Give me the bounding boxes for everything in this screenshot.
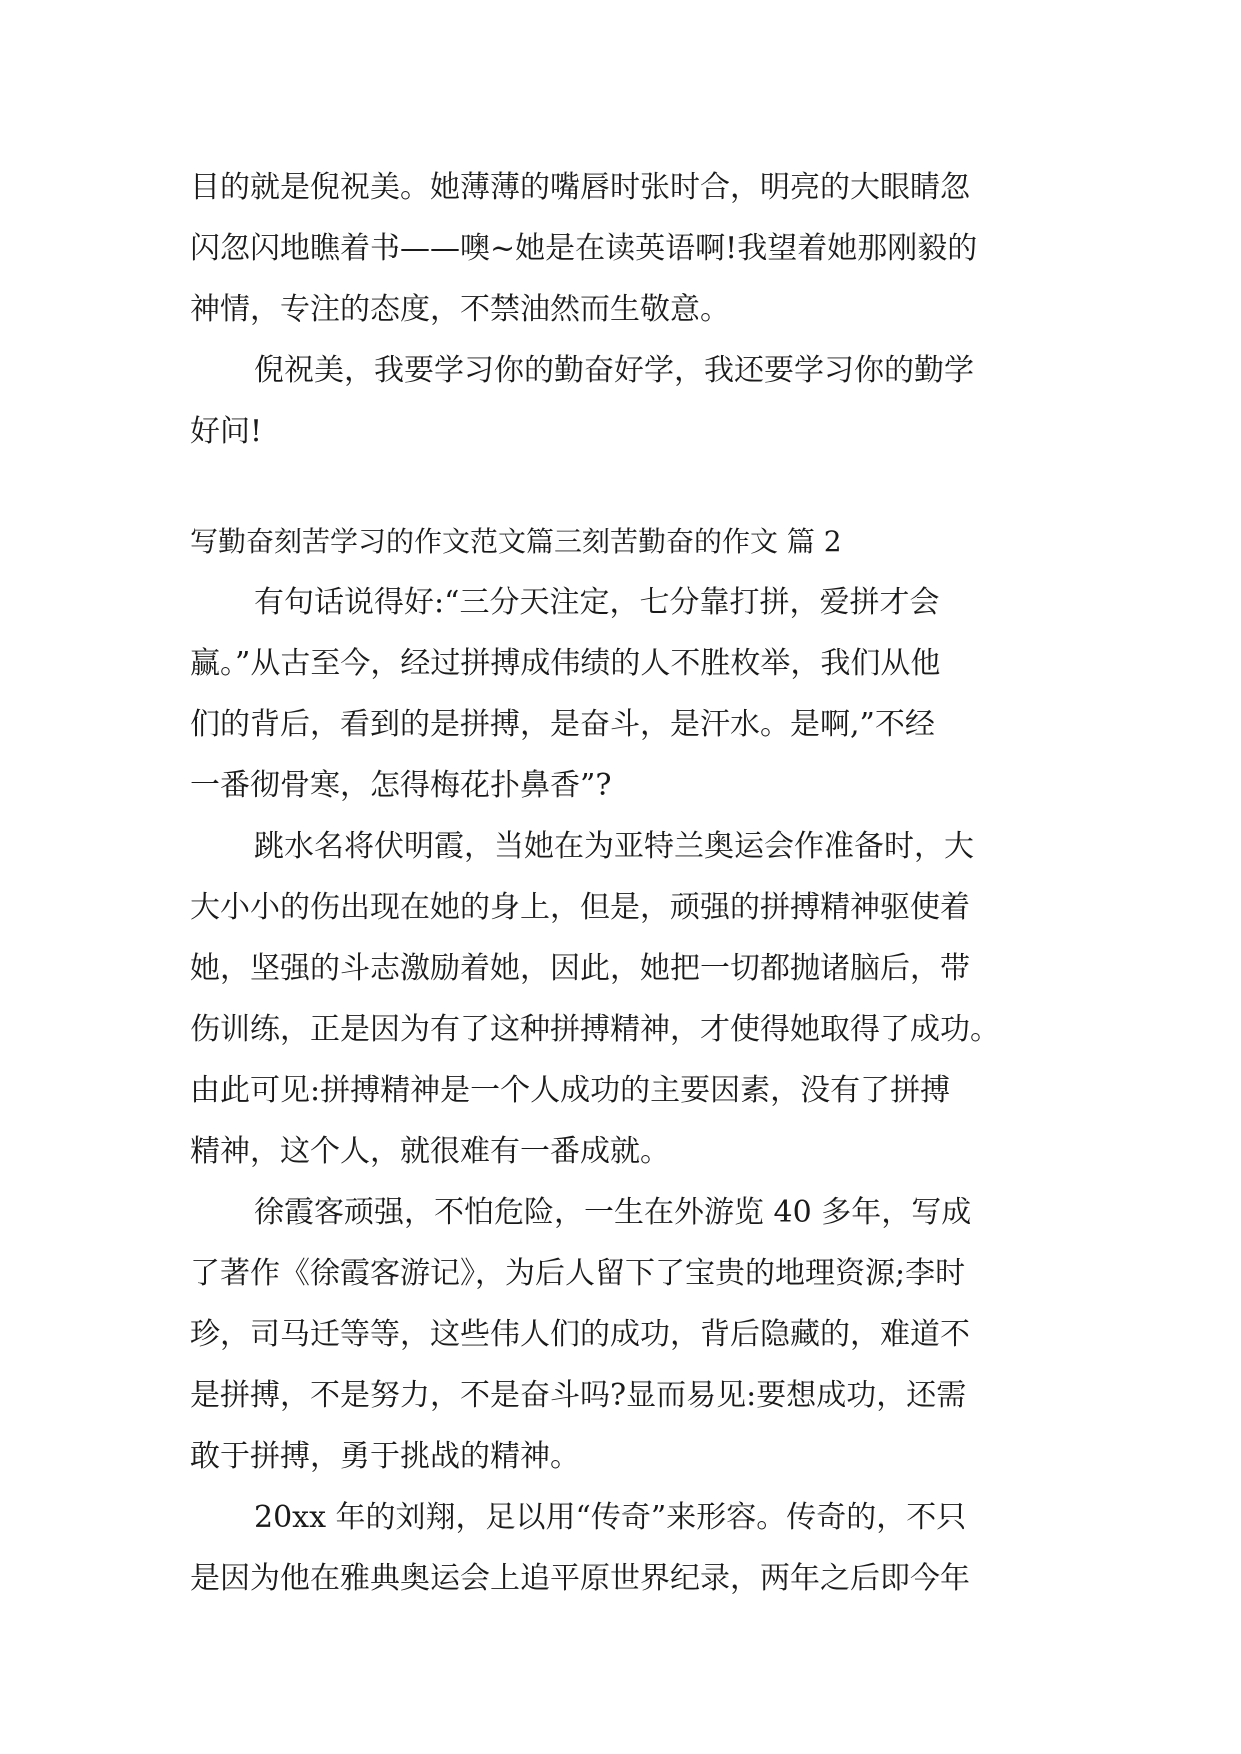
paragraph-line: 大小小的伤出现在她的身上，但是，顽强的拼搏精神驱使着: [190, 890, 970, 925]
paragraph-line: 伤训练，正是因为有了这种拼搏精神，才使得她取得了成功。: [190, 1012, 1000, 1047]
paragraph-line: 是因为他在雅典奥运会上追平原世界纪录，两年之后即今年: [190, 1561, 970, 1596]
paragraph-line: 一番彻骨寒，怎得梅花扑鼻香”?: [190, 768, 612, 803]
paragraph-line: 有句话说得好:“三分天注定，七分靠打拼，爱拼才会: [254, 585, 940, 620]
paragraph-line: 是拼搏，不是努力，不是奋斗吗?显而易见:要想成功，还需: [190, 1378, 967, 1413]
paragraph-line: 赢。”从古至今，经过拼搏成伟绩的人不胜枚举，我们从他: [190, 646, 941, 681]
paragraph-line: 目的就是倪祝美。她薄薄的嘴唇时张时合，明亮的大眼睛忽: [190, 170, 970, 205]
paragraph-line: 好问!: [190, 414, 263, 449]
paragraph-line: 跳水名将伏明霞，当她在为亚特兰奥运会作准备时，大: [254, 829, 974, 864]
paragraph-line: 由此可见:拼搏精神是一个人成功的主要因素，没有了拼搏: [190, 1073, 951, 1108]
paragraph-line: 敢于拼搏，勇于挑战的精神。: [190, 1439, 580, 1474]
paragraph-line: 神情，专注的态度，不禁油然而生敬意。: [190, 292, 730, 327]
paragraph-line: 珍，司马迁等等，这些伟人们的成功，背后隐藏的，难道不: [190, 1317, 970, 1352]
paragraph-line: 20xx 年的刘翔，足以用“传奇”来形容。传奇的，不只: [254, 1500, 967, 1535]
paragraph-line: 了著作《徐霞客游记》，为后人留下了宝贵的地理资源;李时: [190, 1256, 966, 1291]
paragraph-line: 闪忽闪地瞧着书——噢~她是在读英语啊!我望着她那刚毅的: [190, 231, 978, 266]
paragraph-line: 精神，这个人，就很难有一番成就。: [190, 1134, 670, 1169]
paragraph-line: 徐霞客顽强，不怕危险，一生在外游览 40 多年，写成: [254, 1195, 972, 1230]
paragraph-line: 们的背后，看到的是拼搏，是奋斗，是汗水。是啊,”不经: [190, 707, 935, 742]
section-title: 写勤奋刻苦学习的作文范文篇三刻苦勤奋的作文 篇 2: [190, 525, 842, 558]
paragraph-line: 倪祝美，我要学习你的勤奋好学，我还要学习你的勤学: [254, 353, 974, 388]
paragraph-line: 她，坚强的斗志激励着她，因此，她把一切都抛诸脑后，带: [190, 951, 970, 986]
